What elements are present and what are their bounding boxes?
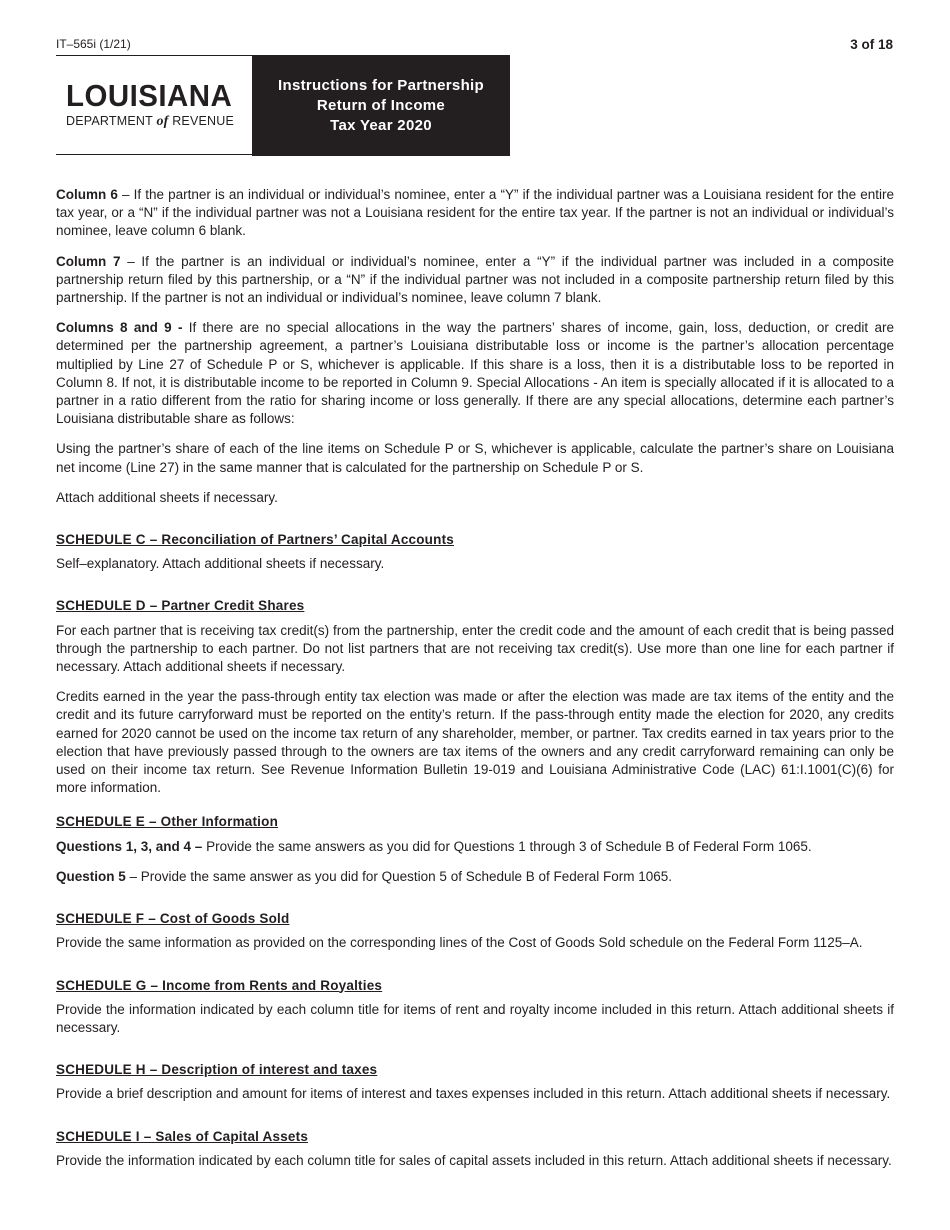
- schedule-d-section: [56, 597, 894, 797]
- header: [56, 55, 510, 155]
- schedule-f-heading: SCHEDULE F – Cost of Goods Sold: [56, 911, 290, 927]
- schedule-f-section: [56, 910, 894, 952]
- schedule-f-text: Provide the same information as provided on the corresponding lines of the Cost of Goods Sold schedule on the Federal Form 1125–A.: [56, 935, 863, 951]
- document-title: [252, 55, 510, 156]
- schedule-d-text-2: Credits earned in the year the pass-through entity tax election was made or after the election was made are tax items of the entity and the credit and its future carryforward must be reported on the entity’s return. If the pass-through entity made the election for 2020, any credits earned for 2020 cannot be used on the income tax return of any shareholder, member, or partner. Tax credits earned in tax years prior to the election that have previously passed through to the owners are tax items of the owners and any credit carryforward remaining can only be used on their income tax return. See Revenue Information Bulletin 19-019 and Louisiana Administrative Code (LAC) 61:I.1001(C)(6) for more information.: [56, 689, 894, 796]
- using-share-paragraph: Using the partner’s share of each of the line items on Schedule P or S, whichever is applicable, calculate the partner’s share on Louisiana net income (Line 27) in the same manner that is calculated for the partnership on Schedule P or S.: [56, 441, 894, 475]
- schedule-c-section: [56, 531, 894, 573]
- title-line-3: Tax Year 2020: [330, 116, 432, 134]
- schedule-d-text-1: For each partner that is receiving tax credit(s) from the partnership, enter the credit code and the amount of each credit that is being passed through the partnership to each partner. Do not list partners that are not receiving tax credit(s). Use more than one line for each partner if necessary. Attach additional sheets if necessary.: [56, 622, 894, 675]
- title-line-1: Instructions for Partnership: [278, 76, 484, 94]
- schedule-e-section: [56, 813, 894, 886]
- schedule-h-heading: SCHEDULE H – Description of interest and taxes: [56, 1062, 378, 1078]
- schedule-i-heading: SCHEDULE I – Sales of Capital Assets: [56, 1128, 309, 1144]
- logo-main-text: LOUISIANA: [66, 78, 233, 113]
- columns-8-9-paragraph: Columns 8 and 9 - If there are no special allocations in the way the partners’ shares of income, gain, loss, deduction, or credit are determined per the partnership agreement, a partner’s Louisiana distributable loss or income is the partner’s allocation percentage multiplied by Line 27 of Schedule P or S, whichever is applicable. If this share is a loss, then it is a distributable loss to be reported in Column 8. If not, it is distributable income to be reported in Column 9. Special Allocations - An item is specially allocated if it is allocated to a partner in a ratio different from the ratio for sharing income or loss generally. If there are any special allocations, determine each partner’s Louisiana distributable share as follows:: [56, 320, 894, 427]
- schedule-e-heading: SCHEDULE E – Other Information: [56, 814, 279, 830]
- attach-paragraph: Attach additional sheets if necessary.: [56, 489, 278, 505]
- form-id: IT–565i (1/21): [56, 37, 131, 51]
- schedule-g-section: [56, 977, 894, 1038]
- column-7-paragraph: Column 7 – If the partner is an individual or individual’s nominee, enter a “Y” if the individual partner was included in a composite partnership return filed by this partnership, or a “N” if the individual partner was not included in a composite partnership return filed by this partnership. If the partner is not an individual or individual’s nominee, leave column 7 blank.: [56, 253, 894, 306]
- schedule-h-section: [56, 1061, 894, 1103]
- schedule-e-question-5: Question 5 – Provide the same answer as you did for Question 5 of Schedule B of Federal Form 1065.: [56, 868, 673, 884]
- column-6-paragraph: Column 6 – If the partner is an individual or individual’s nominee, enter a “Y” if the individual partner was a Louisiana resident for the entire tax year, or a “N” if the individual partner was not a Louisiana resident for the entire tax year. If the partner is not an individual or individual’s nominee, leave column 6 blank.: [56, 187, 894, 239]
- louisiana-revenue-logo: [56, 55, 252, 155]
- schedule-g-text: Provide the information indicated by each column title for items of rent and royalty income included in this return. Attach additional sheets if necessary.: [56, 1001, 894, 1035]
- schedule-e-questions-134: Questions 1, 3, and 4 – Provide the same answers as you did for Questions 1 through 3 of Schedule B of Federal Form 1065.: [56, 838, 812, 854]
- schedule-i-section: [56, 1128, 894, 1170]
- schedule-i-text: Provide the information indicated by each column title for sales of capital assets included in this return. Attach additional sheets if necessary.: [56, 1152, 892, 1168]
- schedule-c-text: Self–explanatory. Attach additional sheets if necessary.: [56, 556, 385, 572]
- schedule-h-text: Provide a brief description and amount for items of interest and taxes expenses included in this return. Attach additional sheets if necessary.: [56, 1086, 891, 1102]
- logo-sub-text: DEPARTMENT of REVENUE: [66, 114, 235, 129]
- schedule-c-heading: SCHEDULE C – Reconciliation of Partners’ Capital Accounts: [56, 532, 454, 548]
- schedule-g-heading: SCHEDULE G – Income from Rents and Royalties: [56, 977, 383, 993]
- page-number: 3 of 18: [850, 37, 893, 52]
- instructions-body: [56, 186, 894, 1182]
- title-line-2: Return of Income: [316, 96, 446, 114]
- schedule-d-heading: SCHEDULE D – Partner Credit Shares: [56, 598, 305, 614]
